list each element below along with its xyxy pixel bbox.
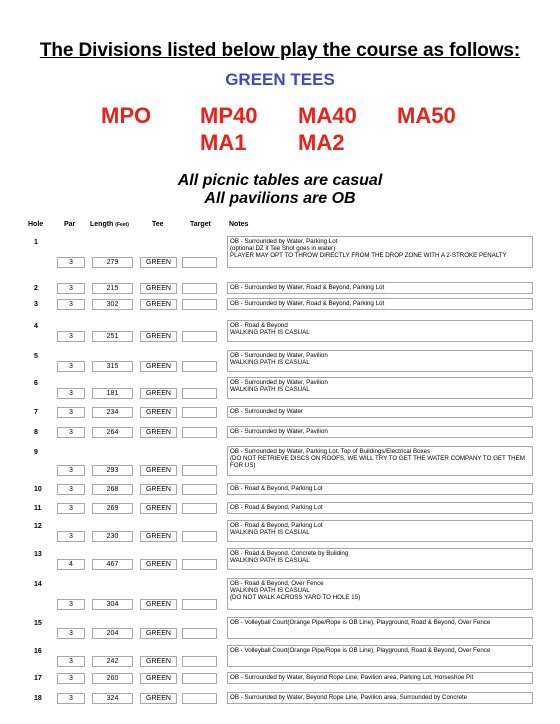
division-ma1: MA1 [200, 130, 247, 155]
length-field[interactable]: 215 [92, 283, 133, 294]
hole-number: 2 [34, 285, 38, 292]
par-field[interactable]: 3 [57, 599, 85, 610]
tee-field[interactable]: GREEN [140, 484, 177, 495]
length-field[interactable]: 324 [92, 693, 133, 704]
target-field[interactable] [182, 673, 217, 684]
hole-number: 9 [34, 449, 38, 456]
notes-field[interactable]: OB - Surrounded by Water, Parking Lot, Top of Buildings/Electrical Boxes (DO NOT RETRIEVE DISCS ON ROOFS, WE WILL TRY TO GET THE WATER COMPANY TO GET THEM FOR US) [227, 446, 533, 476]
division-mp40: MP40 [200, 103, 258, 128]
length-field[interactable]: 264 [92, 427, 133, 438]
par-field[interactable]: 3 [57, 331, 85, 342]
par-field[interactable]: 3 [57, 299, 85, 310]
hole-number: 16 [34, 648, 42, 655]
length-field[interactable]: 304 [92, 599, 133, 610]
length-field[interactable]: 467 [92, 559, 133, 570]
tees-label: GREEN TEES [225, 70, 335, 89]
tee-field[interactable]: GREEN [140, 673, 177, 684]
notes-field[interactable]: OB - Volleyball Court(Orange Pipe/Rope is OB Line), Playground, Road & Beyond, Over Fence [227, 617, 533, 639]
hole-number: 7 [34, 409, 38, 416]
par-field[interactable]: 3 [57, 388, 85, 399]
notes-field[interactable]: OB - Road & Beyond, Over Fence WALKING PATH IS CASUAL (DO NOT WALK ACROSS YARD TO HOLE 15) [227, 578, 533, 610]
par-field[interactable]: 3 [57, 465, 85, 476]
notes-field[interactable]: OB - Surrounded by Water, Beyond Rope Line, Pavilion area, Surrounded by Concrete [227, 692, 533, 704]
tee-field[interactable]: GREEN [140, 283, 177, 294]
notes-field[interactable]: OB - Surrounded by Water, Beyond Rope Line, Pavilion area, Parking Lot, Horseshoe Pit [227, 672, 533, 684]
header-tee: Tee [152, 221, 164, 228]
length-field[interactable]: 293 [92, 465, 133, 476]
length-field[interactable]: 251 [92, 331, 133, 342]
tee-field[interactable]: GREEN [140, 599, 177, 610]
length-field[interactable]: 234 [92, 407, 133, 418]
hole-number: 12 [34, 523, 42, 530]
tee-field[interactable]: GREEN [140, 388, 177, 399]
length-field[interactable]: 230 [92, 531, 133, 542]
par-field[interactable]: 3 [57, 656, 85, 667]
hole-number: 18 [34, 695, 42, 702]
length-field[interactable]: 315 [92, 361, 133, 372]
hole-number: 1 [34, 239, 38, 246]
target-field[interactable] [182, 559, 217, 570]
tee-field[interactable]: GREEN [140, 559, 177, 570]
target-field[interactable] [182, 257, 217, 268]
notes-field[interactable]: OB - Surrounded by Water, Pavilion [227, 426, 533, 438]
par-field[interactable]: 3 [57, 693, 85, 704]
notes-field[interactable]: OB - Volleyball Court(Orange Pipe/Rope is OB Line), Playground, Road & Beyond, Over Fence [227, 645, 533, 667]
target-field[interactable] [182, 484, 217, 495]
hole-number: 3 [34, 301, 38, 308]
tee-field[interactable]: GREEN [140, 628, 177, 639]
par-field[interactable]: 3 [57, 484, 85, 495]
tee-field[interactable]: GREEN [140, 465, 177, 476]
tee-field[interactable]: GREEN [140, 656, 177, 667]
notes-field[interactable]: OB - Road & Beyond WALKING PATH IS CASUAL [227, 320, 533, 342]
tee-field[interactable]: GREEN [140, 503, 177, 514]
hole-number: 13 [34, 551, 42, 558]
length-field[interactable]: 260 [92, 673, 133, 684]
length-field[interactable]: 269 [92, 503, 133, 514]
tee-field[interactable]: GREEN [140, 257, 177, 268]
division-ma40: MA40 [298, 103, 357, 128]
rule-picnic-tables: All picnic tables are casual [177, 172, 383, 189]
notes-field[interactable]: OB - Surrounded by Water, Parking Lot (optional DZ if Tee Shot goes in water) PLAYER MAY OPT TO THROW DIRECTLY FROM THE DROP ZONE WITH A 2-STROKE PENALTY [227, 236, 533, 268]
tee-field[interactable]: GREEN [140, 361, 177, 372]
hole-number: 4 [34, 323, 38, 330]
length-field[interactable]: 279 [92, 257, 133, 268]
hole-number: 11 [34, 505, 42, 512]
par-field[interactable]: 3 [57, 531, 85, 542]
target-field[interactable] [182, 599, 217, 610]
header-hole: Hole [28, 221, 44, 228]
tee-field[interactable]: GREEN [140, 331, 177, 342]
division-ma50: MA50 [397, 103, 456, 128]
page-title: The Divisions listed below play the course as follows: [39, 40, 521, 61]
par-field[interactable]: 3 [57, 361, 85, 372]
notes-field[interactable]: OB - Surrounded by Water, Pavilion WALKING PATH IS CASUAL [227, 377, 533, 399]
length-field[interactable]: 302 [92, 299, 133, 310]
notes-field[interactable]: OB - Surrounded by Water [227, 406, 533, 418]
par-field[interactable]: 3 [57, 427, 85, 438]
par-field[interactable]: 3 [57, 407, 85, 418]
target-field[interactable] [182, 361, 217, 372]
par-field[interactable]: 4 [57, 559, 85, 570]
target-field[interactable] [182, 531, 217, 542]
notes-field[interactable]: OB - Road & Beyond, Parking Lot WALKING PATH IS CASUAL [227, 520, 533, 542]
header-notes: Notes [229, 221, 249, 228]
target-field[interactable] [182, 465, 217, 476]
rule-pavilions: All pavilions are OB [204, 190, 356, 207]
hole-number: 8 [34, 429, 38, 436]
par-field[interactable]: 3 [57, 503, 85, 514]
length-field[interactable]: 204 [92, 628, 133, 639]
length-field[interactable]: 268 [92, 484, 133, 495]
hole-number: 10 [34, 486, 42, 493]
target-field[interactable] [182, 503, 217, 514]
target-field[interactable] [182, 283, 217, 294]
target-field[interactable] [182, 427, 217, 438]
length-field[interactable]: 242 [92, 656, 133, 667]
tee-field[interactable]: GREEN [140, 407, 177, 418]
hole-number: 6 [34, 380, 38, 387]
header-length: Length (Feet) [90, 221, 129, 228]
hole-number: 15 [34, 620, 42, 627]
target-field[interactable] [182, 299, 217, 310]
par-field[interactable]: 3 [57, 628, 85, 639]
header-par: Par [64, 221, 76, 228]
hole-number: 14 [34, 581, 42, 588]
tee-field[interactable]: GREEN [140, 427, 177, 438]
target-field[interactable] [182, 656, 217, 667]
division-ma2: MA2 [298, 130, 345, 155]
division-mpo: MPO [101, 103, 152, 128]
par-field[interactable]: 3 [57, 673, 85, 684]
par-field[interactable]: 3 [57, 257, 85, 268]
notes-field[interactable]: OB - Road & Beyond, Parking Lot [227, 483, 533, 495]
target-field[interactable] [182, 693, 217, 704]
notes-field[interactable]: OB - Road & Beyond, Concrete by Building WALKING PATH IS CASUAL [227, 548, 533, 570]
length-field[interactable]: 181 [92, 388, 133, 399]
hole-number: 5 [34, 353, 38, 360]
tee-field[interactable]: GREEN [140, 299, 177, 310]
notes-field[interactable]: OB - Surrounded by Water, Road & Beyond, Parking Lot [227, 282, 533, 294]
target-field[interactable] [182, 331, 217, 342]
header-target: Target [190, 221, 211, 228]
target-field[interactable] [182, 628, 217, 639]
notes-field[interactable]: OB - Surrounded by Water, Pavilion WALKING PATH IS CASUAL [227, 350, 533, 372]
hole-number: 17 [34, 675, 42, 682]
tee-field[interactable]: GREEN [140, 693, 177, 704]
notes-field[interactable]: OB - Road & Beyond, Parking Lot [227, 502, 533, 514]
tee-field[interactable]: GREEN [140, 531, 177, 542]
target-field[interactable] [182, 388, 217, 399]
par-field[interactable]: 3 [57, 283, 85, 294]
notes-field[interactable]: OB - Surrounded by Water, Road & Beyond, Parking Lot [227, 298, 533, 310]
target-field[interactable] [182, 407, 217, 418]
